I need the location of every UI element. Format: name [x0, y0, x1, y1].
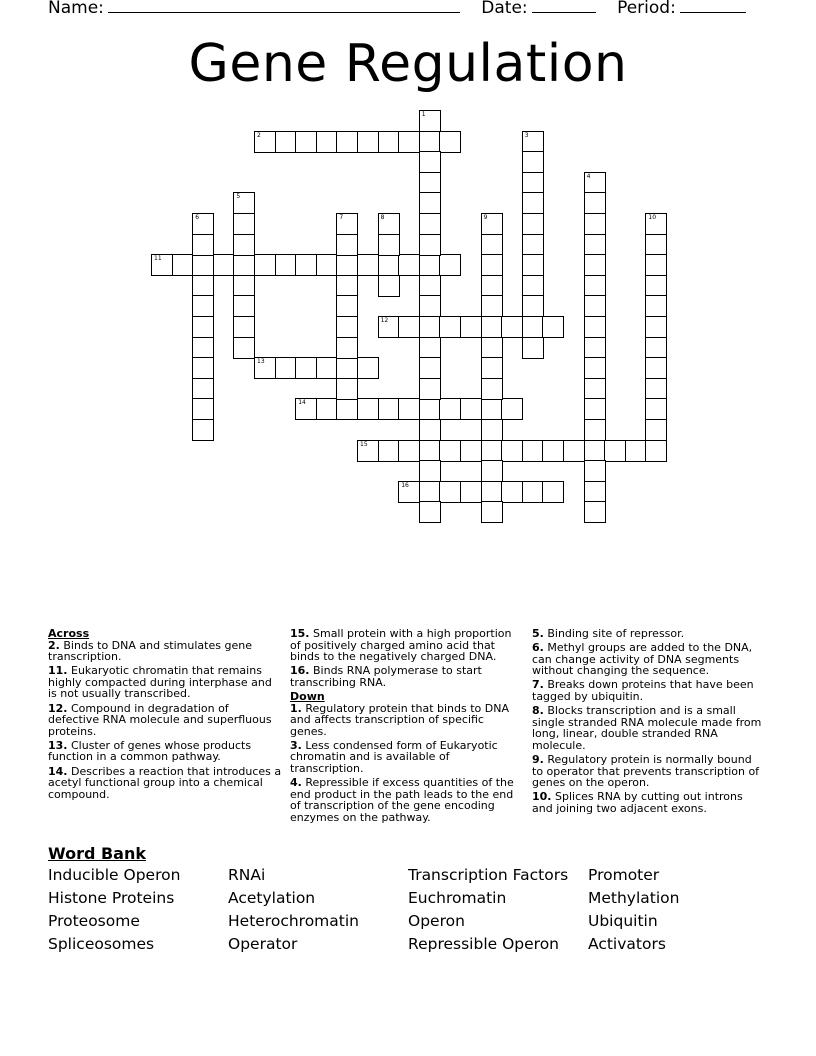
clue-number-label: 15. — [290, 627, 310, 640]
crossword-cell[interactable] — [542, 316, 564, 338]
crossword-cell[interactable] — [316, 398, 338, 420]
crossword-cell[interactable] — [522, 234, 544, 256]
crossword-cell[interactable] — [378, 398, 400, 420]
crossword-cell[interactable] — [460, 440, 482, 462]
crossword-cell[interactable] — [584, 295, 606, 317]
crossword-cell[interactable] — [522, 151, 544, 173]
crossword-cell[interactable] — [481, 254, 503, 276]
word-bank-term: Repressible Operon — [408, 935, 559, 953]
crossword-cell[interactable] — [233, 192, 255, 214]
crossword-cell[interactable] — [645, 213, 667, 235]
crossword-cell[interactable] — [419, 316, 441, 338]
crossword-cell[interactable] — [501, 440, 523, 462]
clue-number: 3 — [524, 131, 529, 139]
crossword-cell[interactable] — [439, 254, 461, 276]
crossword-cell[interactable] — [645, 419, 667, 441]
crossword-cell[interactable] — [584, 481, 606, 503]
crossword-cell[interactable] — [419, 460, 441, 482]
crossword-cell[interactable] — [378, 213, 400, 235]
across-heading: Across — [48, 627, 90, 640]
crossword-cell[interactable] — [645, 398, 667, 420]
crossword-cell[interactable] — [481, 337, 503, 359]
crossword-cell[interactable] — [522, 440, 544, 462]
crossword-cell[interactable] — [295, 357, 317, 379]
crossword-cell[interactable] — [192, 234, 214, 256]
clue-text: Breaks down proteins that have been tagged by ubiquitin. — [532, 678, 754, 703]
crossword-cell[interactable] — [419, 337, 441, 359]
crossword-cell[interactable] — [357, 398, 379, 420]
word-bank-term: Transcription Factors — [408, 866, 569, 884]
crossword-cell[interactable] — [398, 440, 420, 462]
word-bank-term: Euchromatin — [408, 889, 507, 907]
clue-text: Regulatory protein that binds to DNA and affects transcription of specific genes. — [290, 701, 509, 738]
down-clue — [532, 754, 764, 789]
crossword-cell[interactable] — [439, 481, 461, 503]
crossword-cell[interactable] — [233, 275, 255, 297]
crossword-cell[interactable] — [151, 254, 173, 276]
crossword-cell[interactable] — [584, 460, 606, 482]
clue-text: Binding site of repressor. — [543, 627, 685, 640]
crossword-cell[interactable] — [192, 398, 214, 420]
crossword-cell[interactable] — [584, 357, 606, 379]
clue-number: 4 — [586, 172, 591, 180]
crossword-cell[interactable] — [439, 131, 461, 153]
crossword-cell[interactable] — [316, 131, 338, 153]
crossword-cell[interactable] — [378, 131, 400, 153]
crossword-cell[interactable] — [584, 192, 606, 214]
clue-number: 15 — [360, 440, 368, 448]
crossword-cell[interactable] — [419, 131, 441, 153]
clue-number-label: 13. — [48, 738, 68, 752]
date-label: Date: — [481, 0, 528, 18]
crossword-cell[interactable] — [584, 419, 606, 441]
clue-text: Binds RNA polymerase to start transcribing RNA. — [290, 664, 482, 689]
crossword-cell[interactable] — [233, 254, 255, 276]
clue-text: Describes a reaction that introduces a acetyl functional group into a chemical compound. — [48, 764, 282, 801]
crossword-cell[interactable] — [336, 316, 358, 338]
period-label: Period: — [617, 0, 676, 18]
crossword-cell[interactable] — [336, 378, 358, 400]
crossword-cell[interactable] — [645, 234, 667, 256]
crossword-cell[interactable] — [542, 440, 564, 462]
clue-number-label: 8. — [532, 704, 544, 718]
crossword-cell[interactable] — [522, 192, 544, 214]
crossword-cell[interactable] — [378, 234, 400, 256]
crossword-cell[interactable] — [233, 316, 255, 338]
crossword-cell[interactable] — [604, 440, 626, 462]
across-clue — [48, 740, 282, 763]
down-heading: Down — [290, 689, 325, 703]
crossword-cell[interactable] — [275, 254, 297, 276]
crossword-cell[interactable] — [645, 378, 667, 400]
word-bank-term: RNAi — [228, 866, 266, 884]
down-clue — [532, 791, 764, 814]
crossword-cell[interactable] — [501, 481, 523, 503]
clue-number-label: 12. — [48, 701, 68, 715]
crossword-cell[interactable] — [584, 254, 606, 276]
crossword-cell[interactable] — [275, 131, 297, 153]
crossword-cell[interactable] — [419, 110, 441, 132]
crossword-cell[interactable] — [336, 357, 358, 379]
clue-number: 13 — [257, 358, 265, 366]
clue-number: 2 — [257, 131, 261, 139]
crossword-cell[interactable] — [172, 254, 194, 276]
crossword-cell[interactable] — [336, 337, 358, 359]
crossword-cell[interactable] — [419, 295, 441, 317]
crossword-cell[interactable] — [192, 357, 214, 379]
down-clue — [532, 705, 764, 751]
crossword-cell[interactable] — [481, 440, 503, 462]
crossword-cell[interactable] — [295, 131, 317, 153]
crossword-cell[interactable] — [336, 234, 358, 256]
crossword-cell[interactable] — [584, 378, 606, 400]
crossword-cell[interactable] — [584, 172, 606, 194]
crossword-cell[interactable] — [460, 398, 482, 420]
clue-text: Methyl groups are added to the DNA, can change activity of DNA segments without changing the sequence. — [532, 641, 753, 678]
clue-number-label: 5. — [532, 627, 544, 640]
crossword-cell[interactable] — [481, 481, 503, 503]
crossword-cell[interactable] — [357, 254, 379, 276]
crossword-cell[interactable] — [275, 357, 297, 379]
crossword-cell[interactable] — [419, 378, 441, 400]
crossword-cell[interactable] — [378, 275, 400, 297]
crossword-cell[interactable] — [481, 419, 503, 441]
down-clue — [290, 777, 524, 823]
clue-number: 5 — [236, 193, 241, 201]
crossword-cell[interactable] — [419, 192, 441, 214]
crossword-cell[interactable] — [522, 275, 544, 297]
crossword-cell[interactable] — [192, 275, 214, 297]
crossword-cell[interactable] — [336, 398, 358, 420]
crossword-cell[interactable] — [439, 440, 461, 462]
across-clue — [290, 628, 524, 663]
clue-number: 12 — [380, 317, 389, 324]
word-bank-term: Histone Proteins — [48, 889, 175, 907]
crossword-cell[interactable] — [522, 254, 544, 276]
clues-column-3 — [532, 628, 764, 817]
crossword-cell[interactable] — [645, 295, 667, 317]
crossword-cell[interactable] — [336, 275, 358, 297]
clue-number-label: 9. — [532, 752, 544, 766]
crossword-cell[interactable] — [336, 131, 358, 153]
down-clue — [290, 740, 524, 775]
clue-number-label: 10. — [532, 790, 552, 804]
clue-number: 9 — [483, 214, 488, 221]
crossword-cell[interactable] — [192, 295, 214, 317]
crossword-cell[interactable] — [419, 172, 441, 194]
crossword-cell[interactable] — [645, 275, 667, 297]
crossword-cell[interactable] — [233, 234, 255, 256]
crossword-cell[interactable] — [501, 398, 523, 420]
crossword-cell[interactable] — [398, 254, 420, 276]
crossword-cell[interactable] — [357, 131, 379, 153]
crossword-cell[interactable] — [419, 398, 441, 420]
crossword-cell[interactable] — [522, 481, 544, 503]
crossword-cell[interactable] — [481, 378, 503, 400]
crossword-cell[interactable] — [584, 440, 606, 462]
crossword-cell[interactable] — [584, 316, 606, 338]
page-title: Gene Regulation — [188, 34, 628, 94]
clue-number: 7 — [339, 214, 344, 221]
crossword-cell[interactable] — [419, 275, 441, 297]
crossword-cell[interactable] — [584, 213, 606, 235]
crossword-cell[interactable] — [419, 254, 441, 276]
across-clue — [48, 703, 282, 738]
crossword-cell[interactable] — [254, 131, 276, 153]
crossword-cell[interactable] — [481, 501, 503, 523]
crossword-cell[interactable] — [522, 295, 544, 317]
crossword-cell[interactable] — [481, 275, 503, 297]
crossword-cell[interactable] — [481, 460, 503, 482]
crossword-cell[interactable] — [336, 213, 358, 235]
crossword-cell[interactable] — [481, 316, 503, 338]
word-bank-term: Methylation — [588, 889, 680, 907]
crossword-cell[interactable] — [542, 481, 564, 503]
clues-column-2 — [290, 628, 524, 826]
crossword-cell[interactable] — [419, 501, 441, 523]
word-bank-term: Spliceosomes — [48, 935, 155, 953]
crossword-cell[interactable] — [316, 254, 338, 276]
clue-number-label: 4. — [290, 776, 302, 790]
crossword-cell[interactable] — [522, 172, 544, 194]
clue-number-label: 2. — [48, 638, 60, 652]
down-clue — [290, 703, 524, 738]
crossword-cell[interactable] — [584, 337, 606, 359]
crossword-cell[interactable] — [295, 254, 317, 276]
crossword-cell[interactable] — [192, 213, 214, 235]
crossword-cell[interactable] — [233, 337, 255, 359]
clue-text: Binds to DNA and stimulates gene transcription. — [48, 638, 252, 664]
crossword-cell[interactable] — [419, 357, 441, 379]
clue-number-label: 1. — [290, 701, 302, 715]
crossword-cell[interactable] — [233, 213, 255, 235]
crossword-cell[interactable] — [192, 378, 214, 400]
across-clue — [48, 766, 282, 801]
crossword-cell[interactable] — [460, 481, 482, 503]
crossword-cell[interactable] — [419, 440, 441, 462]
crossword-cell[interactable] — [295, 398, 317, 420]
word-bank-term: Proteosome — [48, 912, 140, 930]
crossword-cell[interactable] — [645, 440, 667, 462]
word-bank-term: Inducible Operon — [48, 866, 181, 884]
clue-number-label: 7. — [532, 678, 544, 692]
crossword-cell[interactable] — [254, 254, 276, 276]
crossword-cell[interactable] — [481, 295, 503, 317]
crossword-cell[interactable] — [419, 234, 441, 256]
across-clue — [48, 665, 282, 700]
clues-column-1 — [48, 628, 282, 803]
clue-number: 6 — [195, 214, 200, 221]
word-bank-term: Operator — [228, 935, 298, 953]
crossword-cell[interactable] — [625, 440, 647, 462]
down-clue — [532, 679, 764, 702]
crossword-cell[interactable] — [501, 316, 523, 338]
word-bank-title: Word Bank — [48, 844, 147, 863]
crossword-cell[interactable] — [645, 337, 667, 359]
crossword-cell[interactable] — [192, 316, 214, 338]
crossword-cell[interactable] — [522, 337, 544, 359]
word-bank-term: Promoter — [588, 866, 660, 884]
clue-text: Regulatory protein is normally bound to operator that prevents transcription of genes on the operon. — [532, 752, 760, 790]
crossword-cell[interactable] — [233, 295, 255, 317]
crossword-cell[interactable] — [398, 481, 420, 503]
crossword-cell[interactable] — [460, 316, 482, 338]
crossword-cell[interactable] — [522, 213, 544, 235]
crossword-cell[interactable] — [645, 316, 667, 338]
crossword-cell[interactable] — [192, 419, 214, 441]
clue-text: Cluster of genes whose products function in a common pathway. — [48, 738, 252, 764]
crossword-cell[interactable] — [378, 440, 400, 462]
crossword-cell[interactable] — [439, 398, 461, 420]
crossword-cell[interactable] — [357, 440, 379, 462]
crossword-cell[interactable] — [522, 316, 544, 338]
clue-number: 8 — [380, 214, 385, 221]
crossword-cell[interactable] — [563, 440, 585, 462]
crossword-cell[interactable] — [419, 151, 441, 173]
crossword-cell[interactable] — [378, 254, 400, 276]
crossword-cell[interactable] — [584, 275, 606, 297]
crossword-cell[interactable] — [584, 234, 606, 256]
crossword-cell[interactable] — [419, 481, 441, 503]
clue-text: Repressible if excess quantities of the end product in the path leads to the end of transcription of the gene encoding enzymes on the pathway. — [290, 776, 514, 824]
clue-number: 14 — [298, 399, 306, 407]
crossword-cell[interactable] — [336, 295, 358, 317]
crossword-cell[interactable] — [378, 316, 400, 338]
clue-text: Splices RNA by cutting out introns and joining two adjacent exons. — [532, 790, 743, 815]
crossword-cell[interactable] — [398, 316, 420, 338]
clue-text: Small protein with a high proportion of positively charged amino acid that binds to the negatively charged DNA. — [290, 627, 512, 664]
crossword-cell[interactable] — [419, 213, 441, 235]
crossword-cell[interactable] — [481, 398, 503, 420]
crossword-cell[interactable] — [316, 357, 338, 379]
clue-text: Less condensed form of Eukaryotic chromatin and is available of transcription. — [290, 738, 498, 776]
clue-text: Eukaryotic chromatin that remains highly compacted during interphase and is not usually transcribed. — [48, 664, 272, 701]
clue-number-label: 11. — [48, 664, 68, 678]
word-bank-term: Acetylation — [228, 889, 316, 907]
clue-number: 16 — [401, 481, 409, 489]
crossword-cell[interactable] — [213, 254, 235, 276]
clue-number-label: 6. — [532, 641, 544, 655]
clue-number-label: 3. — [290, 738, 302, 752]
clue-number: 11 — [154, 255, 162, 263]
crossword-cell[interactable] — [645, 254, 667, 276]
word-bank-term: Heterochromatin — [228, 912, 359, 930]
crossword-cell[interactable] — [481, 357, 503, 379]
crossword-cell[interactable] — [192, 254, 214, 276]
down-clue — [532, 628, 764, 640]
word-bank-term: Ubiquitin — [588, 912, 658, 930]
down-clue — [532, 642, 764, 677]
crossword-cell[interactable] — [584, 398, 606, 420]
crossword-cell[interactable] — [398, 398, 420, 420]
clue-number: 10 — [648, 214, 657, 221]
crossword-cell[interactable] — [192, 337, 214, 359]
clue-number-label: 16. — [290, 664, 310, 678]
across-clue — [48, 640, 282, 663]
word-bank-term: Operon — [408, 912, 465, 930]
clue-number: 1 — [421, 111, 426, 118]
crossword-cell[interactable] — [522, 131, 544, 153]
across-clue — [290, 665, 524, 688]
clue-text: Blocks transcription and is a small single stranded RNA molecule made from long, linear, double stranded RNA molecule. — [532, 704, 762, 752]
crossword-cell[interactable] — [357, 357, 379, 379]
crossword-cell[interactable] — [481, 234, 503, 256]
crossword-cell[interactable] — [439, 316, 461, 338]
clue-number-label: 14. — [48, 764, 68, 778]
crossword-cell[interactable] — [481, 213, 503, 235]
crossword-cell[interactable] — [336, 254, 358, 276]
name-label: Name: — [48, 0, 104, 18]
crossword-cell[interactable] — [398, 131, 420, 153]
crossword-cell[interactable] — [254, 357, 276, 379]
crossword-cell[interactable] — [419, 419, 441, 441]
word-bank-term: Activators — [588, 935, 666, 953]
crossword-cell[interactable] — [584, 501, 606, 523]
crossword-cell[interactable] — [645, 357, 667, 379]
clue-text: Compound in degradation of defective RNA molecule and superfluous proteins. — [48, 701, 272, 738]
